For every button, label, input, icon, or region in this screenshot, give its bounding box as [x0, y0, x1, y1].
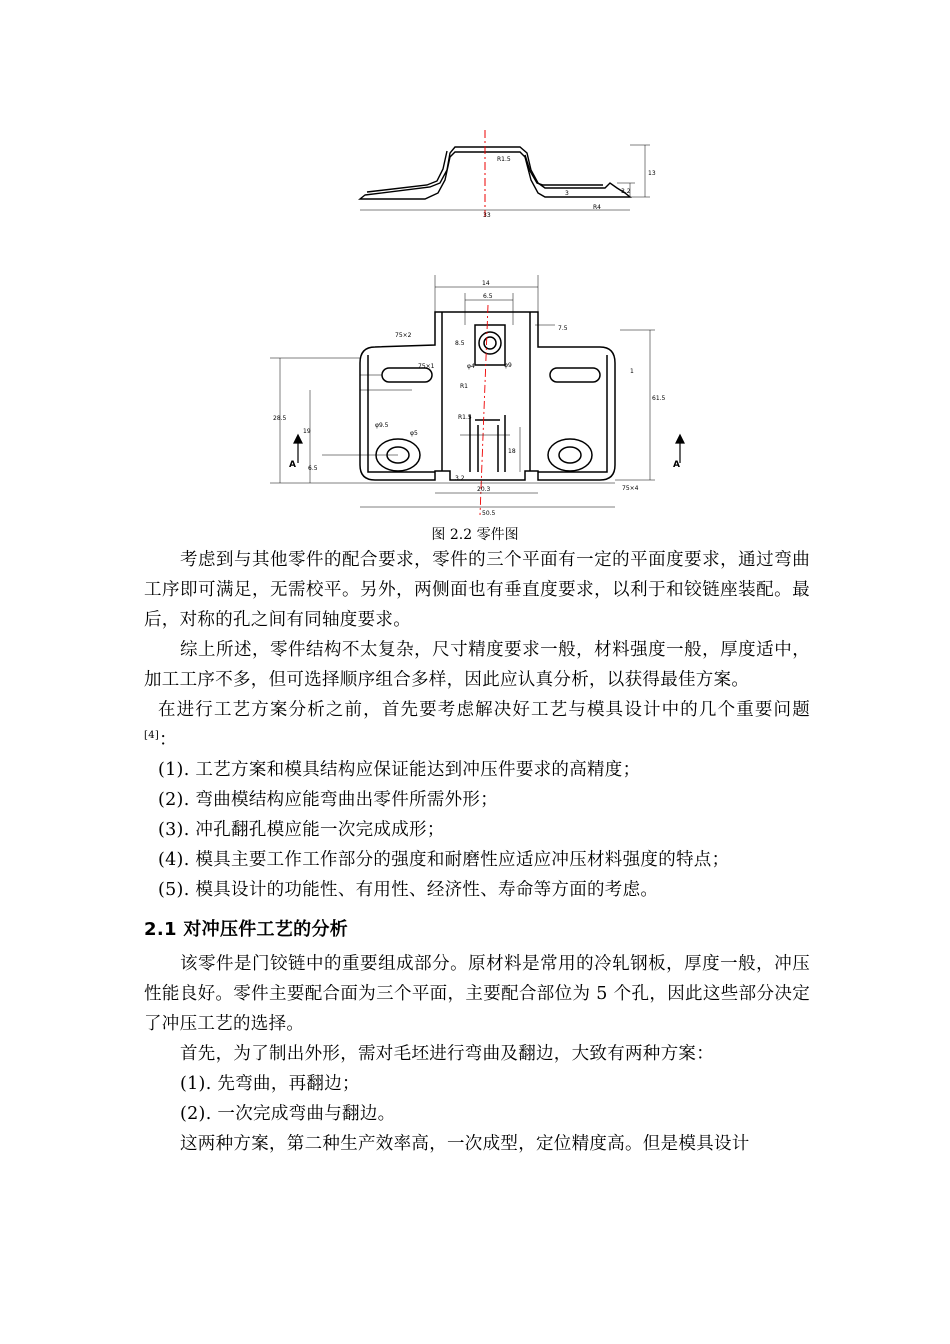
dim-65-top: 6.5	[483, 293, 493, 300]
dim-505: 50.5	[482, 510, 496, 517]
list-item: (5). 模具设计的功能性、有用性、经济性、寿命等方面的考虑。	[158, 880, 659, 900]
dim-32: 3.2	[455, 475, 465, 482]
dim-r1: R1	[460, 383, 468, 390]
dim-1: 1	[630, 368, 634, 375]
list-item: (1). 工艺方案和模具结构应保证能达到冲压件要求的高精度；	[158, 760, 641, 780]
list-item: (2). 弯曲模结构应能弯曲出零件所需外形；	[158, 790, 499, 810]
body-text	[144, 545, 810, 1159]
dim-r4: R4	[593, 204, 601, 211]
note-75x2: 75×2	[395, 332, 412, 339]
paragraph-4: 该零件是门铰链中的重要组成部分。原材料是常用的冷轧钢板，厚度一般，冲压性能良好。零件主要配合面为三个平面，主要配合部位为 5 个孔，因此这些部分决定了冲压工艺的选择。	[144, 954, 810, 1034]
dim-33: 33	[483, 212, 491, 219]
dim-d9: φ9	[504, 362, 512, 369]
list-item: (4). 模具主要工作工作部分的强度和耐磨性应适应冲压材料强度的特点；	[158, 850, 730, 870]
dim-13: 13	[648, 170, 656, 177]
section-a-left: A	[289, 460, 296, 470]
paragraph-2: 综上所述，零件结构不太复杂，尺寸精度要求一般，材料强度一般，厚度适中，加工工序不多，但可选择顺序组合多样，因此应认真分析，以获得最佳方案。	[144, 640, 810, 690]
dim-615: 61.5	[652, 395, 666, 402]
dim-3: 3	[565, 190, 569, 197]
side-view-drawing	[355, 125, 665, 220]
dim-14: 14	[482, 280, 490, 287]
paragraph-1: 考虑到与其他零件的配合要求，零件的三个平面有一定的平面度要求，通过弯曲工序即可满足，无需校平。另外，两侧面也有垂直度要求，以利于和铰链座装配。最后，对称的孔之间有同轴度要求。	[144, 550, 810, 630]
paragraph-3-end: ：	[159, 730, 177, 750]
paragraph-5: 首先，为了制出外形，需对毛坯进行弯曲及翻边，大致有两种方案：	[180, 1044, 714, 1064]
top-view-drawing	[270, 275, 690, 520]
dim-65-left: 6.5	[308, 465, 318, 472]
dim-32-side: 3.2	[621, 188, 631, 195]
dim-d95: φ9.5	[375, 422, 389, 429]
dim-d4: φ4	[467, 363, 475, 370]
dim-r15-side: R1.5	[497, 156, 511, 163]
list-item: (1). 先弯曲，再翻边；	[180, 1074, 360, 1094]
dim-203: 20.3	[477, 486, 491, 493]
citation-4: [4]	[144, 730, 160, 742]
dim-85: 8.5	[455, 340, 465, 347]
dim-r15: R1.5	[458, 414, 472, 421]
list-item: (3). 冲孔翻孔模应能一次完成成形；	[158, 820, 445, 840]
paragraph-3	[144, 695, 810, 755]
note-75x1: 75×1	[418, 363, 435, 370]
section-a-right: A	[673, 460, 680, 470]
dim-19: 19	[303, 428, 311, 435]
note-75x4: 75×4	[622, 485, 639, 492]
list-item: (2). 一次完成弯曲与翻边。	[180, 1104, 396, 1124]
dim-75: 7.5	[558, 325, 568, 332]
paragraph-6: 这两种方案，第二种生产效率高，一次成型，定位精度高。但是模具设计	[180, 1134, 750, 1154]
dim-18: 18	[508, 448, 516, 455]
figure-caption: 图 2.2 零件图	[431, 527, 519, 543]
dim-d5: φ5	[410, 430, 418, 437]
paragraph-3-text: 在进行工艺方案分析之前，首先要考虑解决好工艺与模具设计中的几个重要问题	[158, 700, 810, 720]
section-heading: 2.1 对冲压件工艺的分析	[144, 919, 349, 940]
dim-285: 28.5	[273, 415, 287, 422]
